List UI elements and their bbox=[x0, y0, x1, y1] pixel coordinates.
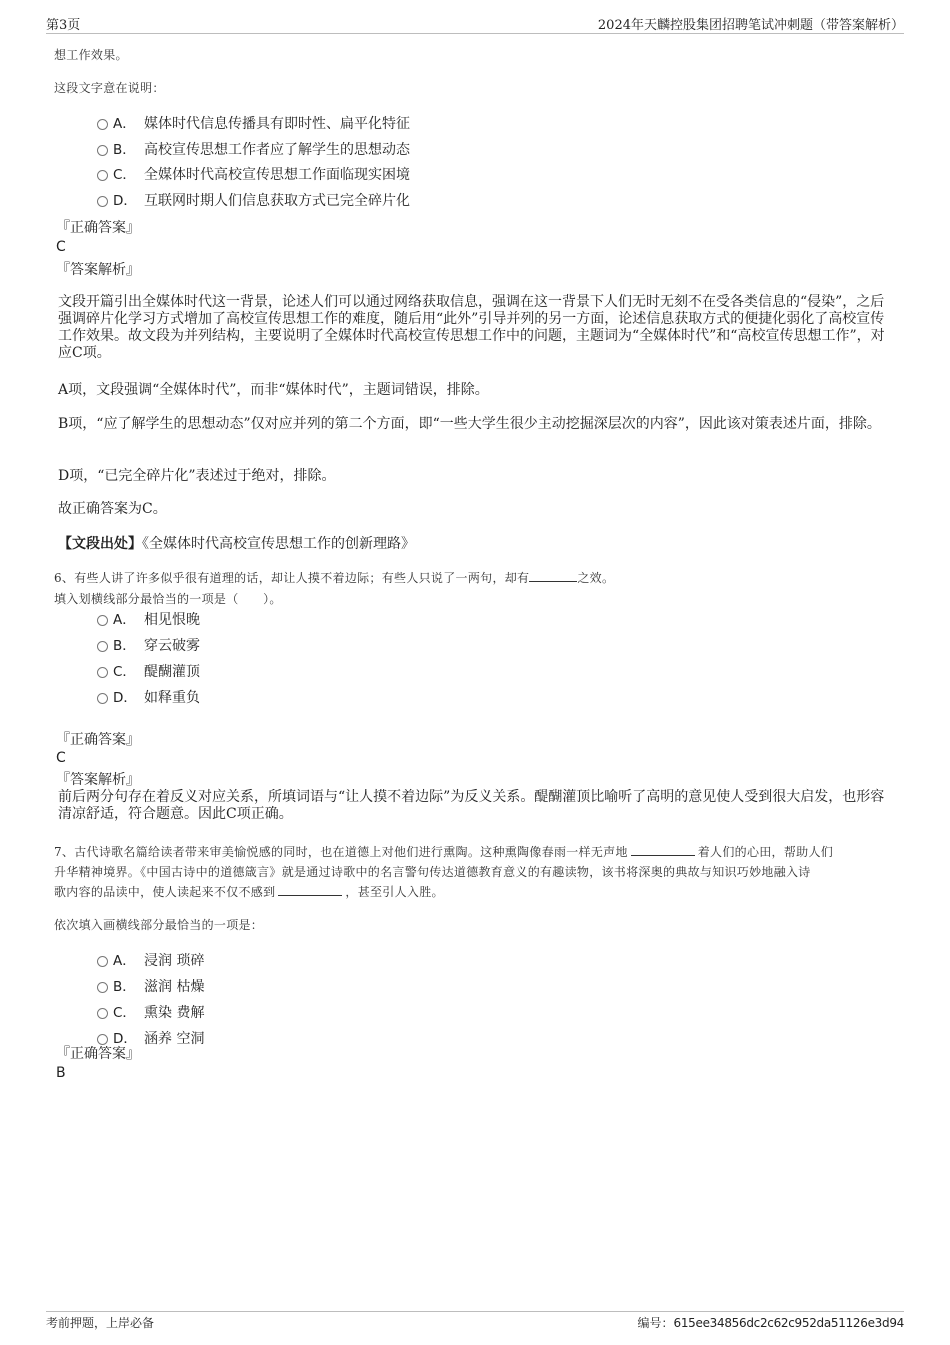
option-letter: C． bbox=[113, 167, 136, 183]
source-line bbox=[58, 536, 893, 553]
option-a[interactable] bbox=[97, 113, 597, 135]
analysis-label: 『答案解析』 bbox=[56, 262, 140, 278]
stem-text: 6、有些人讲了许多似乎很有道理的话，却让人摸不着边际；有些人只说了一两句，却有 bbox=[54, 571, 530, 585]
option-letter: D． bbox=[113, 1031, 137, 1047]
source-text: 《全媒体时代高校宣传思想工作的创新理路》 bbox=[142, 536, 415, 552]
radio-icon[interactable] bbox=[97, 956, 108, 967]
option-b[interactable] bbox=[97, 976, 497, 998]
answer-label: 『正确答案』 bbox=[56, 732, 140, 748]
radio-icon[interactable] bbox=[97, 615, 108, 626]
option-letter: B． bbox=[113, 638, 136, 654]
code-label: 编号： bbox=[637, 1316, 674, 1330]
option-d[interactable] bbox=[97, 687, 497, 709]
analysis-paragraph: B项，“应了解学生的思想动态”仅对应并列的第二个方面，即“一些大学生很少主动挖掘深层次的内容”，因此该对策表述片面，排除。 bbox=[58, 416, 881, 432]
option-text: 涵养 空洞 bbox=[144, 1031, 205, 1047]
radio-icon[interactable] bbox=[97, 170, 108, 181]
stem-text: 歌内容的品读中，使人读起来不仅不感到 bbox=[54, 885, 276, 899]
option-d[interactable] bbox=[97, 190, 597, 212]
fill-blank bbox=[631, 855, 695, 856]
option-letter: C． bbox=[113, 664, 136, 680]
analysis-paragraph: 文段开篇引出全媒体时代这一背景，论述人们可以通过网络获取信息，强调在这一背景下人们无时无刻不在受各类信息的“侵染”，之后强调碎片化学习方式增加了高校宣传思想工作的难度，随后用“此外”引导并列的另一方面，论述信息获取方式的便捷化弱化了高校宣传工作效果。故文段为并列结构，主要说明了全媒体时代高校宣传思想工作中的问题，主题词为“全媒体时代”和“高校宣传思想工作”，对应C项。 bbox=[58, 294, 885, 361]
question-6-instruction: 填入划横线部分最恰当的一项是（ ）。 bbox=[54, 592, 282, 606]
radio-icon[interactable] bbox=[97, 119, 108, 130]
radio-icon[interactable] bbox=[97, 196, 108, 207]
document-title: 2024年天麟控股集团招聘笔试冲刺题（带答案解析） bbox=[597, 18, 904, 33]
answer-value: C bbox=[56, 750, 66, 766]
stem-text: ，甚至引人入胜。 bbox=[345, 885, 444, 899]
option-text: 穿云破雾 bbox=[144, 638, 200, 654]
radio-icon[interactable] bbox=[97, 1008, 108, 1019]
radio-icon[interactable] bbox=[97, 667, 108, 678]
analysis-paragraph: A项，文段强调“全媒体时代”，而非“媒体时代”，主题词错误，排除。 bbox=[58, 382, 489, 398]
code-value: 615ee34856dc2c62c952da51126e3d94 bbox=[673, 1316, 904, 1330]
radio-icon[interactable] bbox=[97, 641, 108, 652]
stem-text: 7、古代诗歌名篇给读者带来审美愉悦感的同时，也在道德上对他们进行熏陶。这种熏陶像春雨一样无声地 bbox=[54, 845, 628, 859]
option-text: 媒体时代信息传播具有即时性、扁平化特征 bbox=[144, 116, 410, 132]
option-text: 醍醐灌顶 bbox=[144, 664, 200, 680]
analysis-paragraph: 故正确答案为C。 bbox=[58, 501, 167, 517]
question-6-stem bbox=[54, 568, 614, 588]
analysis-label: 『答案解析』 bbox=[56, 772, 140, 788]
radio-icon[interactable] bbox=[97, 982, 108, 993]
option-letter: D． bbox=[113, 690, 137, 706]
fill-blank bbox=[278, 895, 342, 896]
analysis-paragraph: D项，“已完全碎片化”表述过于绝对，排除。 bbox=[58, 468, 336, 484]
option-text: 高校宣传思想工作者应了解学生的思想动态 bbox=[144, 142, 410, 158]
option-letter: C． bbox=[113, 1005, 136, 1021]
option-a[interactable] bbox=[97, 950, 497, 972]
radio-icon[interactable] bbox=[97, 693, 108, 704]
answer-label: 『正确答案』 bbox=[56, 1046, 140, 1062]
answer-value: B bbox=[56, 1065, 66, 1081]
option-a[interactable] bbox=[97, 609, 497, 631]
option-text: 如释重负 bbox=[144, 690, 200, 706]
option-letter: A． bbox=[113, 116, 136, 132]
page-number: 第3页 bbox=[46, 18, 81, 33]
question-stem: 这段文字意在说明： bbox=[54, 81, 165, 95]
option-text: 熏染 费解 bbox=[144, 1005, 205, 1021]
question-7-stem-line: 升华精神境界。《中国古诗中的道德箴言》就是通过诗歌中的名言警句传达道德教育意义的有趣读物，该书将深奥的典故与知识巧妙地融入诗 bbox=[54, 865, 811, 879]
analysis-paragraph: 前后两分句存在着反义对应关系，所填词语与“让人摸不着边际”为反义关系。醍醐灌顶比喻听了高明的意见使人受到很大启发，也形容清凉舒适，符合题意。因此C项正确。 bbox=[58, 789, 885, 822]
option-c[interactable] bbox=[97, 164, 597, 186]
radio-icon[interactable] bbox=[97, 1034, 108, 1045]
question-7-instruction: 依次填入画横线部分最恰当的一项是： bbox=[54, 918, 264, 932]
option-b[interactable] bbox=[97, 139, 597, 161]
option-text: 滋润 枯燥 bbox=[144, 979, 205, 995]
option-d[interactable] bbox=[97, 1028, 497, 1050]
question-7-stem-line bbox=[54, 842, 833, 862]
header-divider bbox=[46, 33, 904, 34]
option-letter: B． bbox=[113, 142, 136, 158]
option-text: 互联网时期人们信息获取方式已完全碎片化 bbox=[144, 193, 410, 209]
option-text: 相见恨晚 bbox=[144, 612, 200, 628]
option-letter: D． bbox=[113, 193, 137, 209]
question-tail-text: 想工作效果。 bbox=[54, 48, 128, 62]
option-text: 浸润 琐碎 bbox=[144, 953, 205, 969]
option-c[interactable] bbox=[97, 661, 497, 683]
footer-divider bbox=[46, 1311, 904, 1312]
footer-slogan: 考前押题，上岸必备 bbox=[46, 1316, 155, 1330]
answer-label: 『正确答案』 bbox=[56, 220, 140, 236]
option-letter: A． bbox=[113, 953, 136, 969]
stem-text: 着人们的心田，帮助人们 bbox=[697, 845, 834, 859]
question-7-stem-line bbox=[54, 882, 444, 902]
document-code bbox=[637, 1314, 904, 1331]
radio-icon[interactable] bbox=[97, 145, 108, 156]
option-letter: B． bbox=[113, 979, 136, 995]
option-letter: A． bbox=[113, 612, 136, 628]
answer-value: C bbox=[56, 239, 66, 255]
option-c[interactable] bbox=[97, 1002, 497, 1024]
source-label: 【文段出处】 bbox=[58, 536, 142, 552]
option-b[interactable] bbox=[97, 635, 497, 657]
fill-blank bbox=[529, 581, 577, 582]
option-text: 全媒体时代高校宣传思想工作面临现实困境 bbox=[144, 167, 410, 183]
stem-text: 之效。 bbox=[577, 571, 615, 585]
